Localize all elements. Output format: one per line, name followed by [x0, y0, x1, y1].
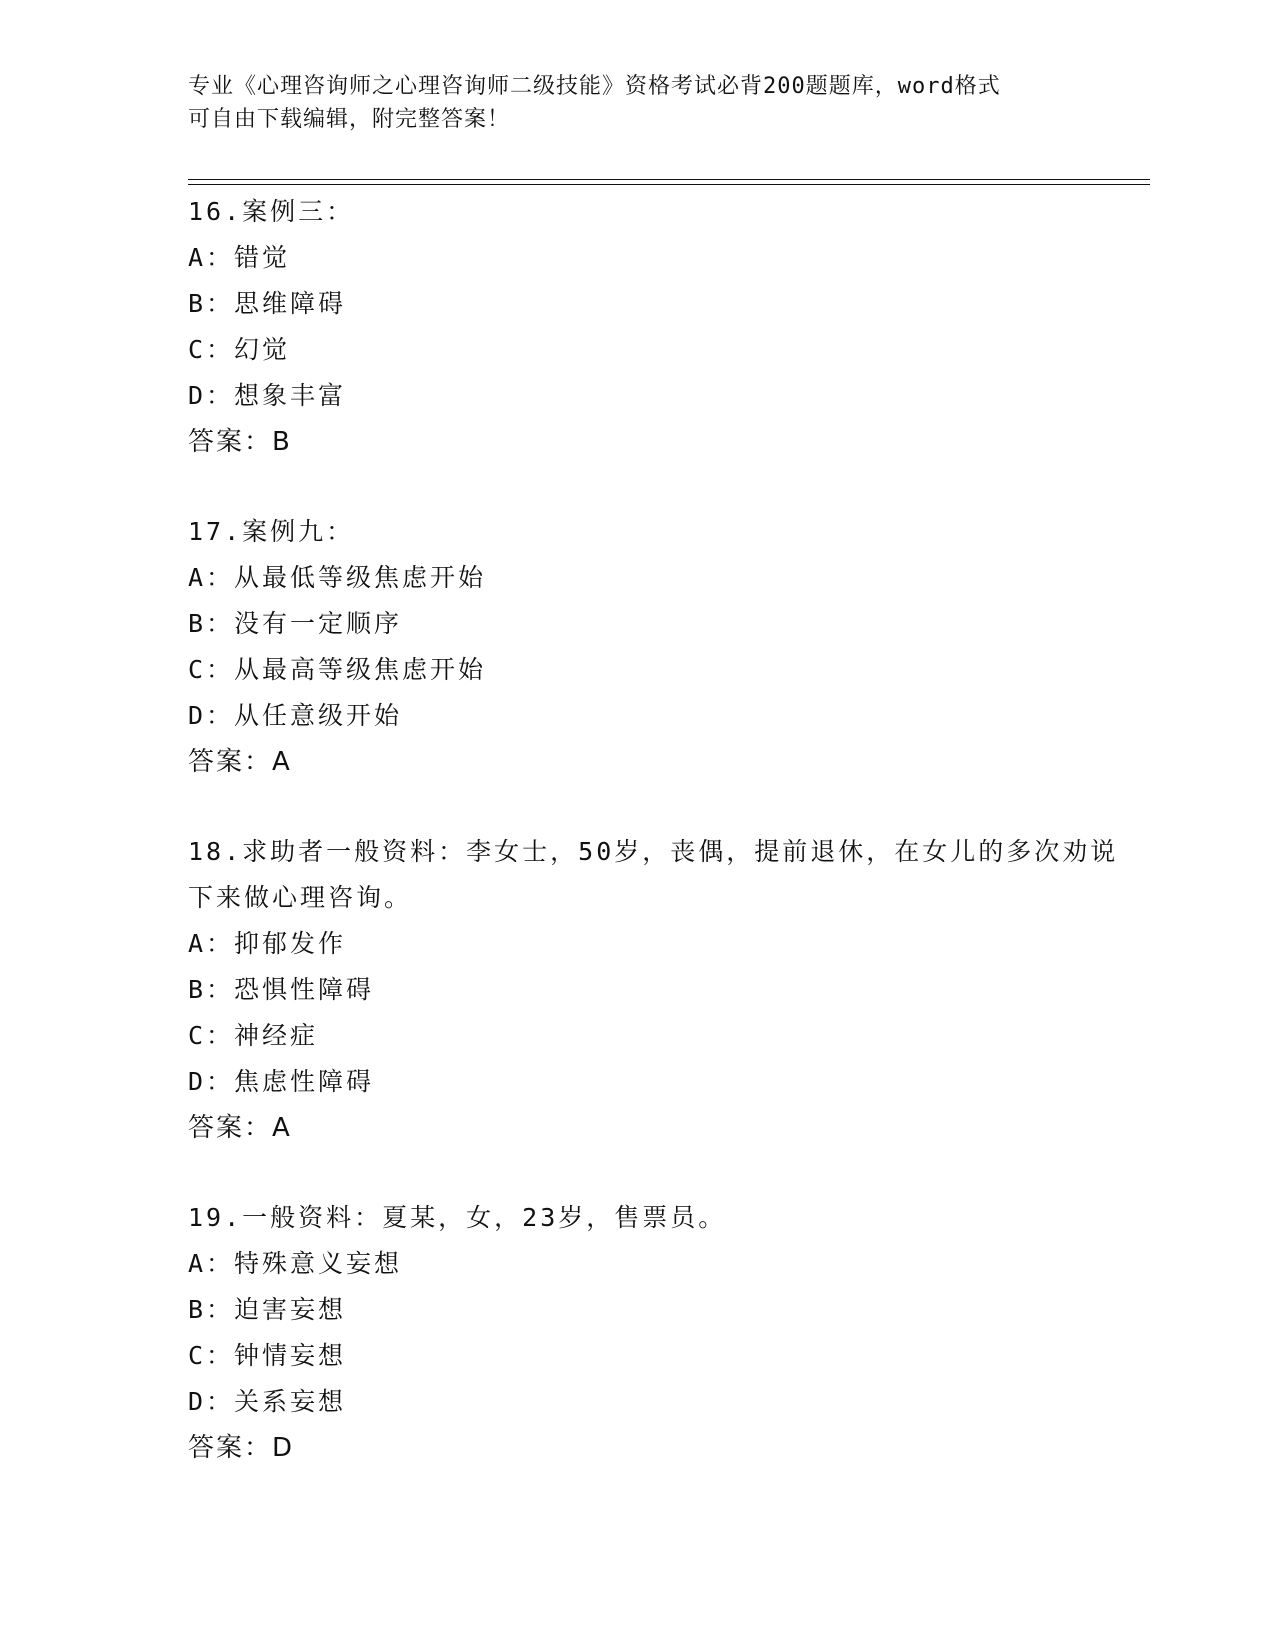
option-b: B：思维障碍 — [188, 289, 347, 318]
answer: 答案：D — [188, 1433, 295, 1463]
question-stem: 16.案例三： — [188, 197, 355, 226]
option-d: D：想象丰富 — [188, 381, 347, 410]
option-c: C：幻觉 — [188, 335, 291, 364]
answer: 答案：B — [188, 427, 292, 457]
question-19 — [188, 1195, 1128, 1471]
question-stem: 17.案例九： — [188, 517, 355, 546]
question-16 — [188, 189, 1128, 465]
question-stem: 19.一般资料：夏某，女，23岁，售票员。 — [188, 1203, 727, 1232]
option-a: A：抑郁发作 — [188, 929, 347, 958]
option-b: B：迫害妄想 — [188, 1295, 347, 1324]
header-line-2: 可自由下载编辑，附完整答案！ — [188, 107, 511, 132]
question-17 — [188, 509, 1128, 785]
option-b: B：没有一定顺序 — [188, 609, 403, 638]
header-divider-bottom — [188, 184, 1150, 185]
document-header — [188, 70, 1088, 136]
option-a: A：错觉 — [188, 243, 291, 272]
answer: 答案：A — [188, 1113, 292, 1143]
answer: 答案：A — [188, 747, 292, 777]
question-list — [188, 189, 1128, 1515]
option-a: A：从最低等级焦虑开始 — [188, 563, 487, 592]
option-c: C：神经症 — [188, 1021, 319, 1050]
option-c: C：从最高等级焦虑开始 — [188, 655, 487, 684]
question-18 — [188, 829, 1128, 1151]
option-d: D：焦虑性障碍 — [188, 1067, 375, 1096]
option-b: B：恐惧性障碍 — [188, 975, 375, 1004]
option-a: A：特殊意义妄想 — [188, 1249, 403, 1278]
option-d: D：关系妄想 — [188, 1387, 347, 1416]
header-line-1: 专业《心理咨询师之心理咨询师二级技能》资格考试必背200题题库，word格式 — [188, 74, 1001, 99]
question-stem: 18.求助者一般资料：李女士，50岁，丧偶，提前退休，在女儿的多次劝说下来做心理咨询。 — [188, 837, 1119, 912]
header-divider-top — [188, 179, 1150, 180]
option-c: C：钟情妄想 — [188, 1341, 347, 1370]
option-d: D：从任意级开始 — [188, 701, 403, 730]
